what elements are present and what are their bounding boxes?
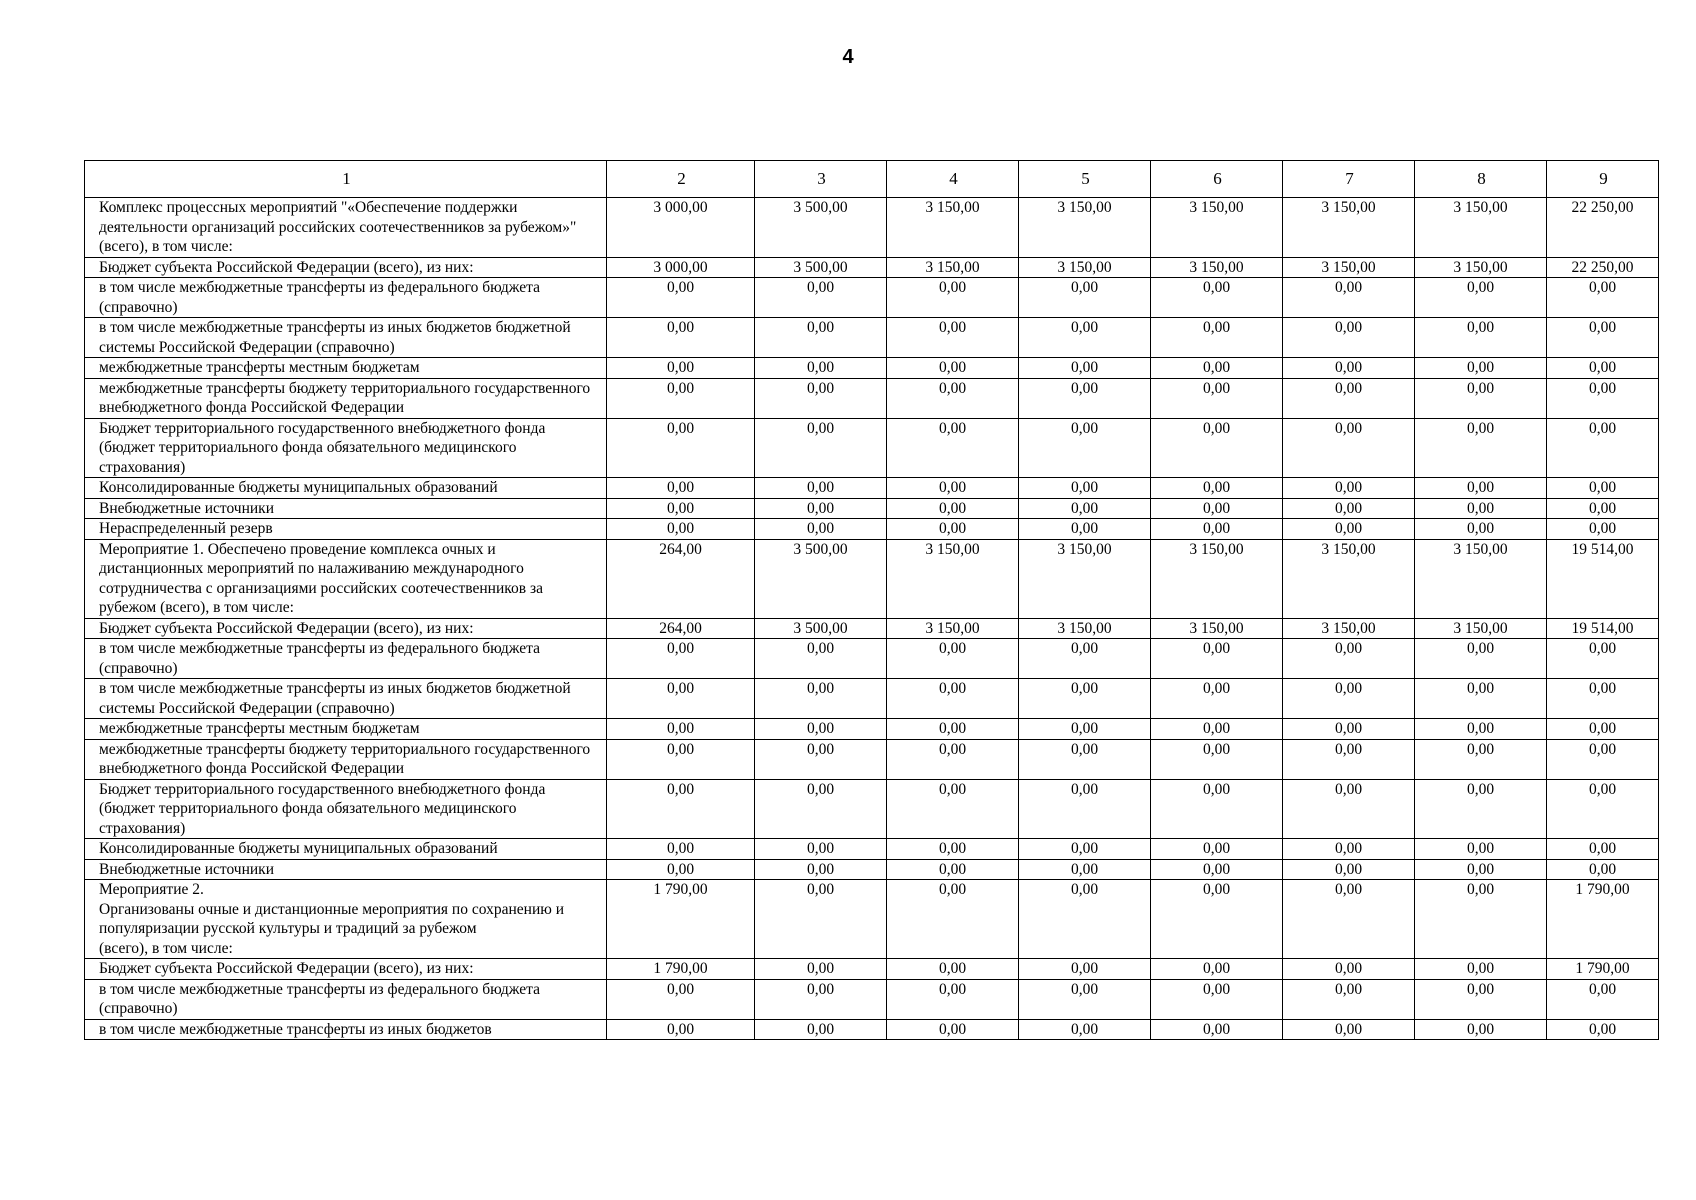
budget-table [84,160,1659,1040]
value-cell: 0,00 [887,318,1019,358]
value-cell: 264,00 [607,618,755,639]
value-cell: 0,00 [1547,979,1659,1019]
value-cell: 22 250,00 [1547,198,1659,258]
value-cell: 0,00 [1415,719,1547,740]
row-label [85,839,607,860]
value-cell: 0,00 [1283,278,1415,318]
value-cell: 0,00 [755,859,887,880]
value-cell: 3 150,00 [1415,539,1547,618]
table-row [85,839,1659,860]
value-cell: 0,00 [1283,639,1415,679]
table-row [85,498,1659,519]
value-cell: 0,00 [755,318,887,358]
value-cell: 19 514,00 [1547,618,1659,639]
value-cell: 0,00 [755,839,887,860]
value-cell: 3 150,00 [1283,539,1415,618]
row-label-text: межбюджетные трансферты бюджету территориального государственного внебюджетного фонда Российской Федерации [99,379,591,416]
value-cell: 0,00 [1019,278,1151,318]
value-cell: 0,00 [1547,378,1659,418]
table-row [85,418,1659,478]
row-label-text: Бюджет территориального государственного внебюджетного фонда (бюджет территориального фонда обязательного медицинского страхования) [99,419,546,476]
value-cell: 0,00 [1415,859,1547,880]
row-label [85,478,607,499]
value-cell: 0,00 [1151,739,1283,779]
column-header: 5 [1019,161,1151,198]
value-cell: 0,00 [1547,779,1659,839]
value-cell: 0,00 [1415,418,1547,478]
value-cell: 0,00 [607,779,755,839]
value-cell: 0,00 [1415,318,1547,358]
value-cell: 0,00 [1283,719,1415,740]
column-header: 6 [1151,161,1283,198]
value-cell: 0,00 [1415,498,1547,519]
row-label [85,539,607,618]
value-cell: 0,00 [755,719,887,740]
value-cell: 0,00 [607,679,755,719]
value-cell: 0,00 [755,418,887,478]
value-cell: 0,00 [1415,880,1547,959]
value-cell: 0,00 [1415,779,1547,839]
row-label [85,639,607,679]
page-number: 4 [842,46,854,68]
row-label-text: Мероприятие 2. Организованы очные и дистанционные мероприятия по сохранению и популяризации русской культуры и традиций за рубежом (всего), в том числе: [99,881,564,957]
row-label [85,779,607,839]
value-cell: 3 150,00 [887,539,1019,618]
value-cell: 0,00 [1151,498,1283,519]
value-cell: 0,00 [887,859,1019,880]
value-cell: 3 150,00 [887,618,1019,639]
value-cell: 0,00 [1415,739,1547,779]
table-row [85,198,1659,258]
value-cell: 0,00 [1151,639,1283,679]
row-label [85,378,607,418]
value-cell: 0,00 [755,478,887,499]
value-cell: 0,00 [607,839,755,860]
table-row [85,779,1659,839]
value-cell: 0,00 [887,639,1019,679]
value-cell: 0,00 [607,498,755,519]
row-label-text: Консолидированные бюджеты муниципальных образований [99,840,498,857]
value-cell: 3 000,00 [607,257,755,278]
row-label-text: Комплекс процессных мероприятий "«Обеспечение поддержки деятельности организаций российских соотечественников за рубежом»" (всего), в том числе: [99,199,577,255]
value-cell: 3 500,00 [755,539,887,618]
header-row [85,161,1659,198]
value-cell: 0,00 [607,859,755,880]
row-label-text: в том числе межбюджетные трансферты из федерального бюджета (справочно) [99,279,541,316]
table-row [85,719,1659,740]
value-cell: 0,00 [1019,1019,1151,1040]
value-cell: 0,00 [1415,519,1547,540]
value-cell: 0,00 [1151,779,1283,839]
value-cell: 0,00 [607,719,755,740]
row-label [85,318,607,358]
value-cell: 0,00 [1283,519,1415,540]
value-cell: 0,00 [1019,719,1151,740]
value-cell: 0,00 [1283,679,1415,719]
value-cell: 0,00 [755,358,887,379]
value-cell: 0,00 [1547,478,1659,499]
table-row [85,257,1659,278]
table-row [85,679,1659,719]
value-cell: 0,00 [1547,639,1659,679]
row-label-text: Нераспределенный резерв [99,520,273,537]
value-cell: 0,00 [1151,679,1283,719]
value-cell: 0,00 [755,498,887,519]
value-cell: 0,00 [1283,959,1415,980]
row-label-text: Бюджет субъекта Российской Федерации (всего), из них: [99,960,474,977]
table-row [85,639,1659,679]
value-cell: 0,00 [1151,719,1283,740]
value-cell: 0,00 [1283,779,1415,839]
value-cell: 0,00 [1547,498,1659,519]
value-cell: 3 150,00 [1151,257,1283,278]
value-cell: 0,00 [1019,679,1151,719]
table-row [85,959,1659,980]
value-cell: 0,00 [887,1019,1019,1040]
value-cell: 0,00 [1151,880,1283,959]
column-header: 7 [1283,161,1415,198]
row-label [85,278,607,318]
row-label-text: Бюджет субъекта Российской Федерации (всего), из них: [99,258,474,276]
table-body [85,198,1659,1040]
value-cell: 0,00 [887,519,1019,540]
value-cell: 0,00 [755,519,887,540]
row-label-text: в том числе межбюджетные трансферты из федерального бюджета (справочно) [99,640,541,677]
value-cell: 0,00 [1415,1019,1547,1040]
value-cell: 0,00 [1019,498,1151,519]
table-row [85,979,1659,1019]
value-cell: 0,00 [1151,839,1283,860]
value-cell: 0,00 [1415,639,1547,679]
value-cell: 0,00 [1151,959,1283,980]
value-cell: 0,00 [755,979,887,1019]
value-cell: 0,00 [1283,478,1415,499]
row-label [85,719,607,740]
value-cell: 3 500,00 [755,618,887,639]
value-cell: 3 150,00 [1151,618,1283,639]
value-cell: 0,00 [1283,358,1415,379]
value-cell: 0,00 [1415,278,1547,318]
value-cell: 0,00 [1415,478,1547,499]
value-cell: 1 790,00 [607,959,755,980]
value-cell: 0,00 [1019,779,1151,839]
row-label-text: в том числе межбюджетные трансферты из иных бюджетов [99,1020,492,1038]
value-cell: 0,00 [1283,839,1415,860]
value-cell: 0,00 [1415,979,1547,1019]
value-cell: 0,00 [607,278,755,318]
row-label [85,198,607,258]
value-cell: 0,00 [1019,318,1151,358]
value-cell: 0,00 [1151,418,1283,478]
value-cell: 3 000,00 [607,198,755,258]
value-cell: 0,00 [755,739,887,779]
row-label [85,519,607,540]
row-label [85,859,607,880]
value-cell: 1 790,00 [607,880,755,959]
value-cell: 0,00 [1019,979,1151,1019]
value-cell: 0,00 [1415,358,1547,379]
value-cell: 0,00 [755,1019,887,1040]
value-cell: 0,00 [887,719,1019,740]
value-cell: 3 500,00 [755,257,887,278]
row-label-text: в том числе межбюджетные трансферты из иных бюджетов бюджетной системы Российской Федерации (справочно) [99,319,571,356]
value-cell: 0,00 [1151,979,1283,1019]
value-cell: 0,00 [887,959,1019,980]
value-cell: 0,00 [1019,959,1151,980]
value-cell: 0,00 [755,639,887,679]
value-cell: 0,00 [887,418,1019,478]
table-row [85,318,1659,358]
value-cell: 0,00 [1547,278,1659,318]
value-cell: 0,00 [607,739,755,779]
table-row [85,358,1659,379]
value-cell: 0,00 [755,679,887,719]
value-cell: 0,00 [1019,859,1151,880]
value-cell: 264,00 [607,539,755,618]
value-cell: 0,00 [755,378,887,418]
table-row [85,880,1659,959]
row-label-text: межбюджетные трансферты бюджету территориального государственного внебюджетного фонда Российской Федерации [99,740,591,777]
row-label [85,979,607,1019]
value-cell: 0,00 [1151,519,1283,540]
row-label [85,618,607,639]
row-label-text: Мероприятие 1. Обеспечено проведение комплекса очных и дистанционных мероприятий по налаживанию международного сотрудничества с организациями российских соотечественников за рубежом (всего), в том числе: [99,540,543,616]
value-cell: 22 250,00 [1547,257,1659,278]
value-cell: 3 150,00 [1415,257,1547,278]
value-cell: 0,00 [607,979,755,1019]
row-label-text: межбюджетные трансферты местным бюджетам [99,359,420,376]
value-cell: 0,00 [1019,418,1151,478]
value-cell: 0,00 [1547,679,1659,719]
value-cell: 0,00 [607,378,755,418]
table-row [85,739,1659,779]
value-cell: 0,00 [1151,378,1283,418]
value-cell: 0,00 [607,519,755,540]
row-label [85,498,607,519]
value-cell: 0,00 [1415,679,1547,719]
value-cell: 0,00 [1019,378,1151,418]
value-cell: 0,00 [1547,859,1659,880]
value-cell: 0,00 [1283,739,1415,779]
column-header: 2 [607,161,755,198]
value-cell: 0,00 [1019,739,1151,779]
value-cell: 0,00 [1151,278,1283,318]
value-cell: 0,00 [1151,859,1283,880]
row-label [85,880,607,959]
value-cell: 0,00 [887,979,1019,1019]
value-cell: 0,00 [1019,880,1151,959]
value-cell: 3 150,00 [1151,198,1283,258]
value-cell: 0,00 [887,679,1019,719]
value-cell: 3 150,00 [1019,618,1151,639]
value-cell: 3 150,00 [1019,539,1151,618]
column-header: 3 [755,161,887,198]
table-row [85,539,1659,618]
value-cell: 0,00 [1019,519,1151,540]
value-cell: 3 500,00 [755,198,887,258]
value-cell: 0,00 [887,739,1019,779]
value-cell: 0,00 [1019,478,1151,499]
value-cell: 0,00 [887,498,1019,519]
row-label-text: Внебюджетные источники [99,860,275,878]
value-cell: 19 514,00 [1547,539,1659,618]
value-cell: 0,00 [1283,498,1415,519]
value-cell: 0,00 [887,478,1019,499]
value-cell: 0,00 [1151,1019,1283,1040]
value-cell: 0,00 [607,318,755,358]
row-label-text: в том числе межбюджетные трансферты из федерального бюджета (справочно) [99,980,541,1017]
row-label-text: Бюджет территориального государственного внебюджетного фонда (бюджет территориального фонда обязательного медицинского страхования) [99,780,546,837]
value-cell: 0,00 [887,779,1019,839]
value-cell: 0,00 [607,478,755,499]
value-cell: 3 150,00 [1283,257,1415,278]
value-cell: 0,00 [755,278,887,318]
row-label-text: в том числе межбюджетные трансферты из иных бюджетов бюджетной системы Российской Федерации (справочно) [99,680,571,717]
value-cell: 0,00 [755,880,887,959]
value-cell: 0,00 [607,358,755,379]
table-row [85,278,1659,318]
row-label [85,418,607,478]
value-cell: 0,00 [887,358,1019,379]
value-cell: 0,00 [1547,739,1659,779]
value-cell: 0,00 [1151,478,1283,499]
value-cell: 0,00 [1283,318,1415,358]
value-cell: 0,00 [1547,418,1659,478]
value-cell: 0,00 [1547,519,1659,540]
value-cell: 0,00 [755,779,887,839]
row-label-text: Бюджет субъекта Российской Федерации (всего), из них: [99,619,474,637]
table-row [85,378,1659,418]
value-cell: 3 150,00 [1415,198,1547,258]
row-label [85,679,607,719]
value-cell: 0,00 [1547,719,1659,740]
value-cell: 1 790,00 [1547,959,1659,980]
value-cell: 3 150,00 [1283,198,1415,258]
row-label-text: межбюджетные трансферты местным бюджетам [99,720,420,737]
column-header: 1 [85,161,607,198]
value-cell: 0,00 [1547,318,1659,358]
row-label [85,358,607,379]
value-cell: 0,00 [1283,1019,1415,1040]
value-cell: 0,00 [1283,880,1415,959]
row-label [85,739,607,779]
row-label [85,257,607,278]
row-label [85,1019,607,1040]
value-cell: 3 150,00 [1019,198,1151,258]
value-cell: 0,00 [887,880,1019,959]
value-cell: 0,00 [755,959,887,980]
value-cell: 3 150,00 [1283,618,1415,639]
value-cell: 0,00 [607,1019,755,1040]
value-cell: 3 150,00 [887,198,1019,258]
value-cell: 0,00 [607,639,755,679]
value-cell: 3 150,00 [1151,539,1283,618]
value-cell: 3 150,00 [1415,618,1547,639]
row-label-text: Консолидированные бюджеты муниципальных образований [99,479,498,496]
value-cell: 0,00 [1547,1019,1659,1040]
value-cell: 0,00 [1283,859,1415,880]
value-cell: 0,00 [887,839,1019,860]
value-cell: 0,00 [1283,418,1415,478]
value-cell: 1 790,00 [1547,880,1659,959]
column-header: 8 [1415,161,1547,198]
value-cell: 0,00 [1151,318,1283,358]
column-header: 9 [1547,161,1659,198]
table-row [85,859,1659,880]
value-cell: 0,00 [887,278,1019,318]
value-cell: 0,00 [1547,358,1659,379]
value-cell: 3 150,00 [1019,257,1151,278]
value-cell: 0,00 [607,418,755,478]
value-cell: 0,00 [1547,839,1659,860]
table-row [85,478,1659,499]
value-cell: 0,00 [887,378,1019,418]
value-cell: 0,00 [1019,639,1151,679]
table-row [85,519,1659,540]
value-cell: 0,00 [1151,358,1283,379]
value-cell: 3 150,00 [887,257,1019,278]
table-row [85,1019,1659,1040]
row-label-text: Внебюджетные источники [99,499,275,517]
value-cell: 0,00 [1415,839,1547,860]
table-row [85,618,1659,639]
row-label [85,959,607,980]
value-cell: 0,00 [1019,358,1151,379]
value-cell: 0,00 [1415,959,1547,980]
value-cell: 0,00 [1019,839,1151,860]
value-cell: 0,00 [1283,378,1415,418]
value-cell: 0,00 [1415,378,1547,418]
column-header: 4 [887,161,1019,198]
value-cell: 0,00 [1283,979,1415,1019]
